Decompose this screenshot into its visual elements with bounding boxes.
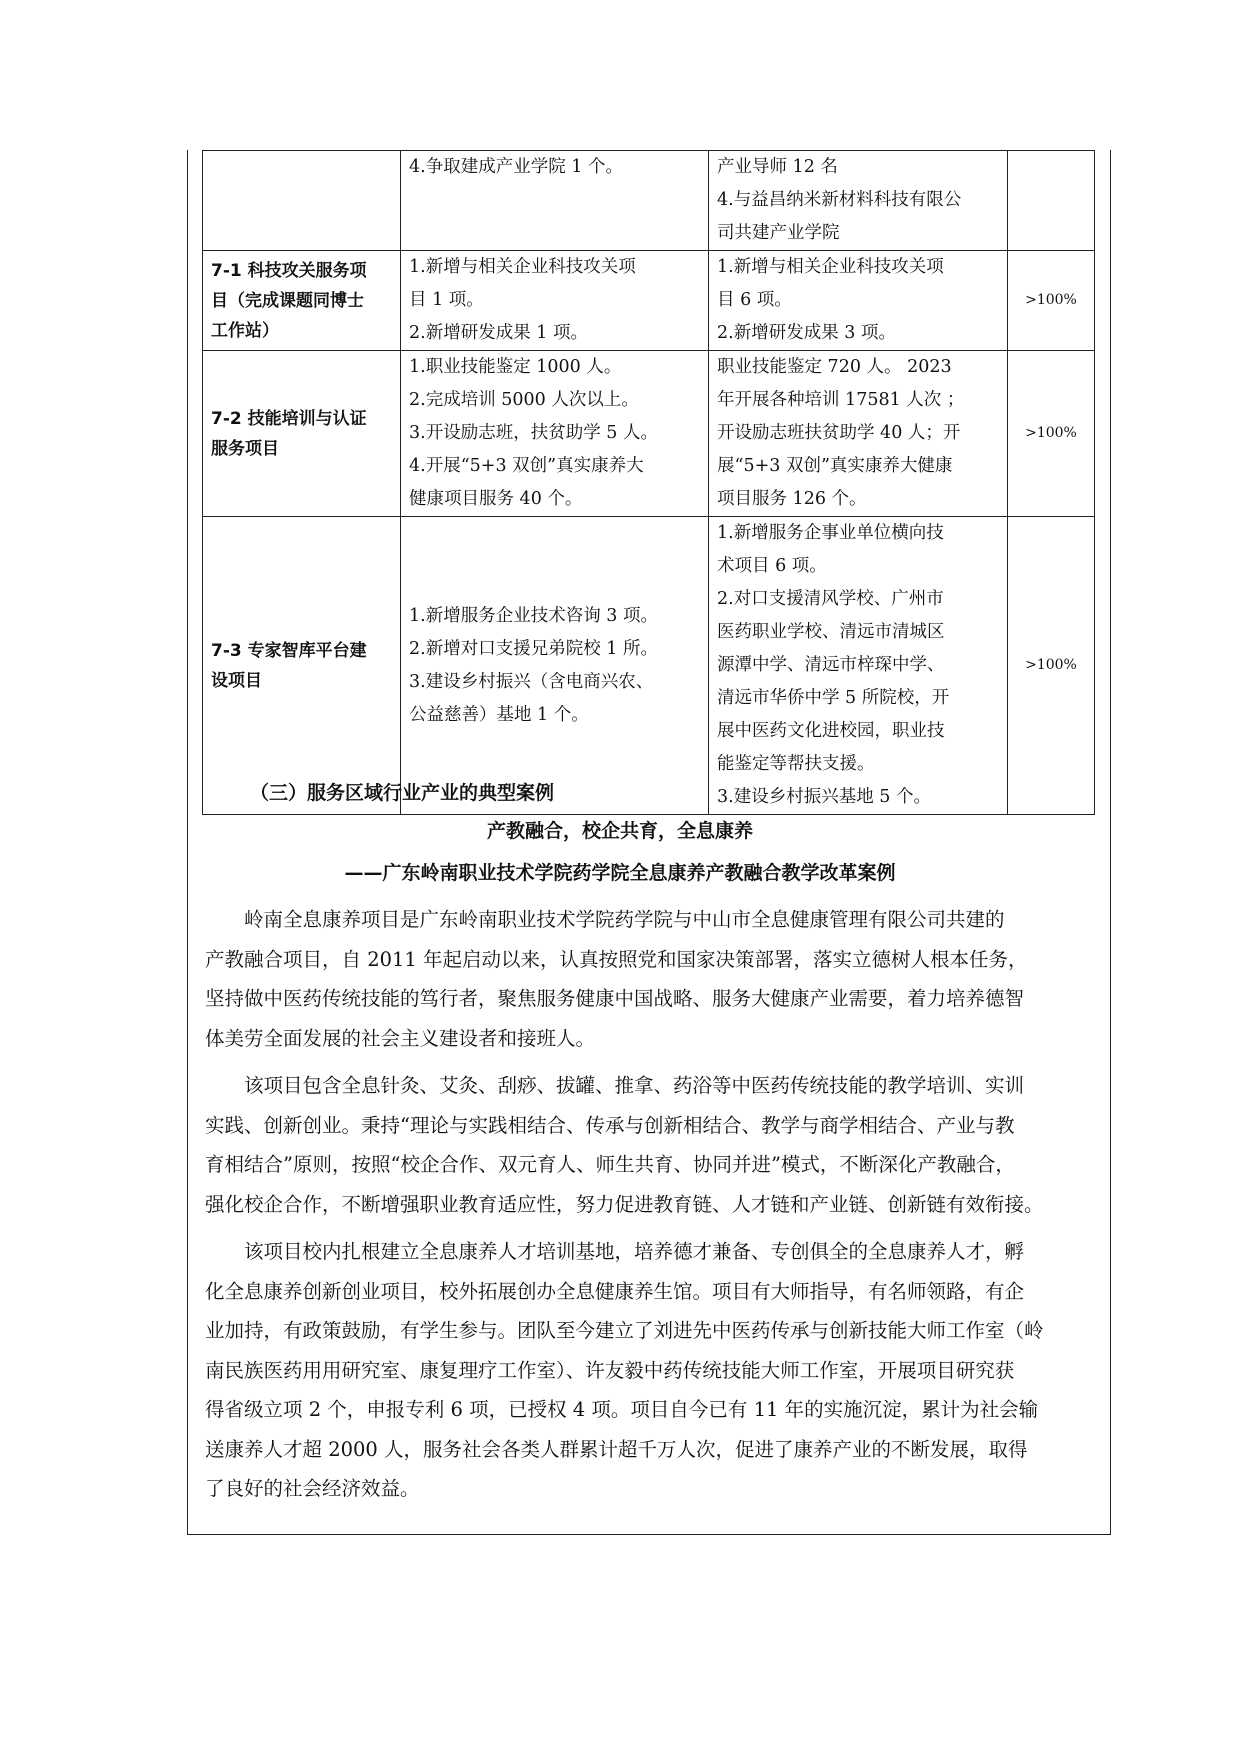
cell-line: 产业导师 12 名 xyxy=(717,157,838,177)
cell-line: 年开展各种培训 17581 人次 ； xyxy=(717,390,965,410)
table-row xyxy=(203,517,1095,815)
cell-line: 4.争取建成产业学院 1 个。 xyxy=(409,157,623,177)
paragraph xyxy=(205,1066,1105,1224)
actual-cell xyxy=(709,251,1008,351)
target-cell xyxy=(401,251,709,351)
section-heading: （三）服务区域行业产业的典型案例 xyxy=(250,782,555,804)
paragraph-line: 强化校企合作，不断增强职业教育适应性，努力促进教育链、人才链和产业链、创新链有效衔接。 xyxy=(205,1192,1044,1216)
paragraph-line: 了良好的社会经济效益。 xyxy=(205,1477,420,1500)
cell-line: 项目服务 126 个。 xyxy=(717,489,867,509)
cell-line: 工作站） xyxy=(211,320,279,341)
cell-line: 医药职业学校、清远市清城区 xyxy=(717,622,945,642)
paragraph-line: 该项目包含全息针灸、艾灸、刮痧、拔罐、推拿、药浴等中医药传统技能的教学培训、实训 xyxy=(205,1074,1025,1097)
cell-line: 7-1 科技攻关服务项 xyxy=(211,260,367,281)
cell-line: 2.新增研发成果 1 项。 xyxy=(409,323,588,343)
paragraph-line: 业加持，有政策鼓励，有学生参与。团队至今建立了刘进先中医药传承与创新技能大师工作室（岭 xyxy=(205,1319,1044,1342)
cell-line: 健康项目服务 40 个。 xyxy=(409,489,583,509)
cell-line: 目（完成课题同博士 xyxy=(211,290,364,311)
paragraph-line: 实践、创新创业。秉持“理论与实践相结合、传承与创新相结合、教学与商学相结合、产业与教 xyxy=(205,1113,1015,1137)
target-cell xyxy=(401,351,709,517)
cell-line: 4.开展“5+3 双创”真实康养大 xyxy=(409,456,644,476)
cell-line: 7-2 技能培训与认证 xyxy=(211,408,367,429)
table-row xyxy=(203,351,1095,517)
cell-line: 2.对口支援清风学校、广州市 xyxy=(717,589,944,609)
cell-line: 公益慈善）基地 1 个。 xyxy=(409,704,589,725)
paragraph-line: 该项目校内扎根建立全息康养人才培训基地，培养德才兼备、专创俱全的全息康养人才，孵 xyxy=(205,1240,1025,1263)
cell-line: 1.新增服务企业技术咨询 3 项。 xyxy=(409,605,658,626)
completion-rate-cell: >100% xyxy=(1008,351,1095,517)
paragraph-line: 得省级立项 2 个，申报专利 6 项，已授权 4 项。项目自今已有 11 年的实施沉淀，累计为社会输 xyxy=(205,1398,1039,1421)
table-row xyxy=(203,251,1095,351)
cell-line: 司共建产业学院 xyxy=(717,223,840,243)
project-name-cell xyxy=(203,151,401,251)
table-row xyxy=(203,151,1095,251)
cell-line: 展“5+3 双创”真实康养大健康 xyxy=(717,456,953,476)
cell-line: 3.建设乡村振兴基地 5 个。 xyxy=(717,787,931,807)
case-title: 产教融合，校企共育，全息康养 xyxy=(486,820,753,842)
completion-rate-cell: >100% xyxy=(1008,517,1095,815)
paragraph-line: 育相结合”原则，按照“校企合作、双元育人、师生共育、协同并进”模式，不断深化产教融合， xyxy=(205,1153,1015,1176)
target-cell xyxy=(401,517,709,815)
cell-line: 术项目 6 项。 xyxy=(717,556,827,576)
project-name-cell xyxy=(203,251,401,351)
paragraph-line: 体美劳全面发展的社会主义建设者和接班人。 xyxy=(205,1026,596,1050)
cell-line: 3.开设励志班，扶贫助学 5 人。 xyxy=(409,423,658,443)
paragraph xyxy=(205,900,1105,1058)
cell-line: 服务项目 xyxy=(211,438,279,459)
cell-line: 清远市华侨中学 5 所院校，开 xyxy=(717,688,950,708)
paragraph-line: 岭南全息康养项目是广东岭南职业技术学院药学院与中山市全息健康管理有限公司共建的 xyxy=(205,908,1005,931)
cell-line: 目 6 项。 xyxy=(717,290,792,310)
cell-line: 设项目 xyxy=(211,670,262,691)
performance-table xyxy=(202,150,1095,815)
cell-line: 展中医药文化进校园，职业技 xyxy=(717,721,945,741)
paragraph-line: 送康养人才超 2000 人，服务社会各类人群累计超千万人次，促进了康养产业的不断发展，取得 xyxy=(205,1437,1028,1461)
cell-line: 1.职业技能鉴定 1000 人。 xyxy=(409,357,622,377)
paragraph-line: 坚持做中医药传统技能的笃行者，聚焦服务健康中国战略、服务大健康产业需要，着力培养德智 xyxy=(205,987,1025,1010)
cell-line: 1.新增与相关企业科技攻关项 xyxy=(717,257,944,277)
cell-line: 3.建设乡村振兴（含电商兴农、 xyxy=(409,671,654,692)
project-name-cell xyxy=(203,351,401,517)
cell-line: 能鉴定等帮扶支援。 xyxy=(717,754,875,774)
cell-line: 1.新增服务企事业单位横向技 xyxy=(717,523,944,543)
completion-rate-cell: >100% xyxy=(1008,251,1095,351)
project-name-cell xyxy=(203,517,401,815)
target-cell xyxy=(401,151,709,251)
cell-line: 7-3 专家智库平台建 xyxy=(211,640,367,661)
cell-line: 职业技能鉴定 720 人。 2023 xyxy=(717,357,952,377)
paragraph-line: 产教融合项目，自 2011 年起启动以来，认真按照党和国家决策部署，落实立德树人根本任务， xyxy=(205,947,1028,971)
cell-line: 2.新增对口支援兄弟院校 1 所。 xyxy=(409,638,658,659)
cell-line: 2.完成培训 5000 人次以上。 xyxy=(409,390,639,410)
case-subtitle: ——广东岭南职业技术学院药学院全息康养产教融合教学改革案例 xyxy=(344,862,896,884)
cell-line: 2.新增研发成果 3 项。 xyxy=(717,323,896,343)
case-body xyxy=(205,900,1105,1509)
cell-line: 4.与益昌纳米新材料科技有限公 xyxy=(717,190,962,210)
actual-cell xyxy=(709,517,1008,815)
cell-line: 开设励志班扶贫助学 40 人；开 xyxy=(717,423,961,443)
paragraph xyxy=(205,1232,1105,1509)
cell-line: 源潭中学、清远市梓琛中学、 xyxy=(717,655,945,675)
cell-line: 目 1 项。 xyxy=(409,290,484,310)
paragraph-line: 南民族医药用用研究室、康复理疗工作室）、许友毅中药传统技能大师工作室，开展项目研究获 xyxy=(205,1358,1015,1382)
paragraph-line: 化全息康养创新创业项目，校外拓展创办全息健康养生馆。项目有大师指导，有名师领路，有企 xyxy=(205,1279,1025,1303)
actual-cell xyxy=(709,351,1008,517)
actual-cell xyxy=(709,151,1008,251)
cell-line: 1.新增与相关企业科技攻关项 xyxy=(409,257,636,277)
completion-rate-cell xyxy=(1008,151,1095,251)
